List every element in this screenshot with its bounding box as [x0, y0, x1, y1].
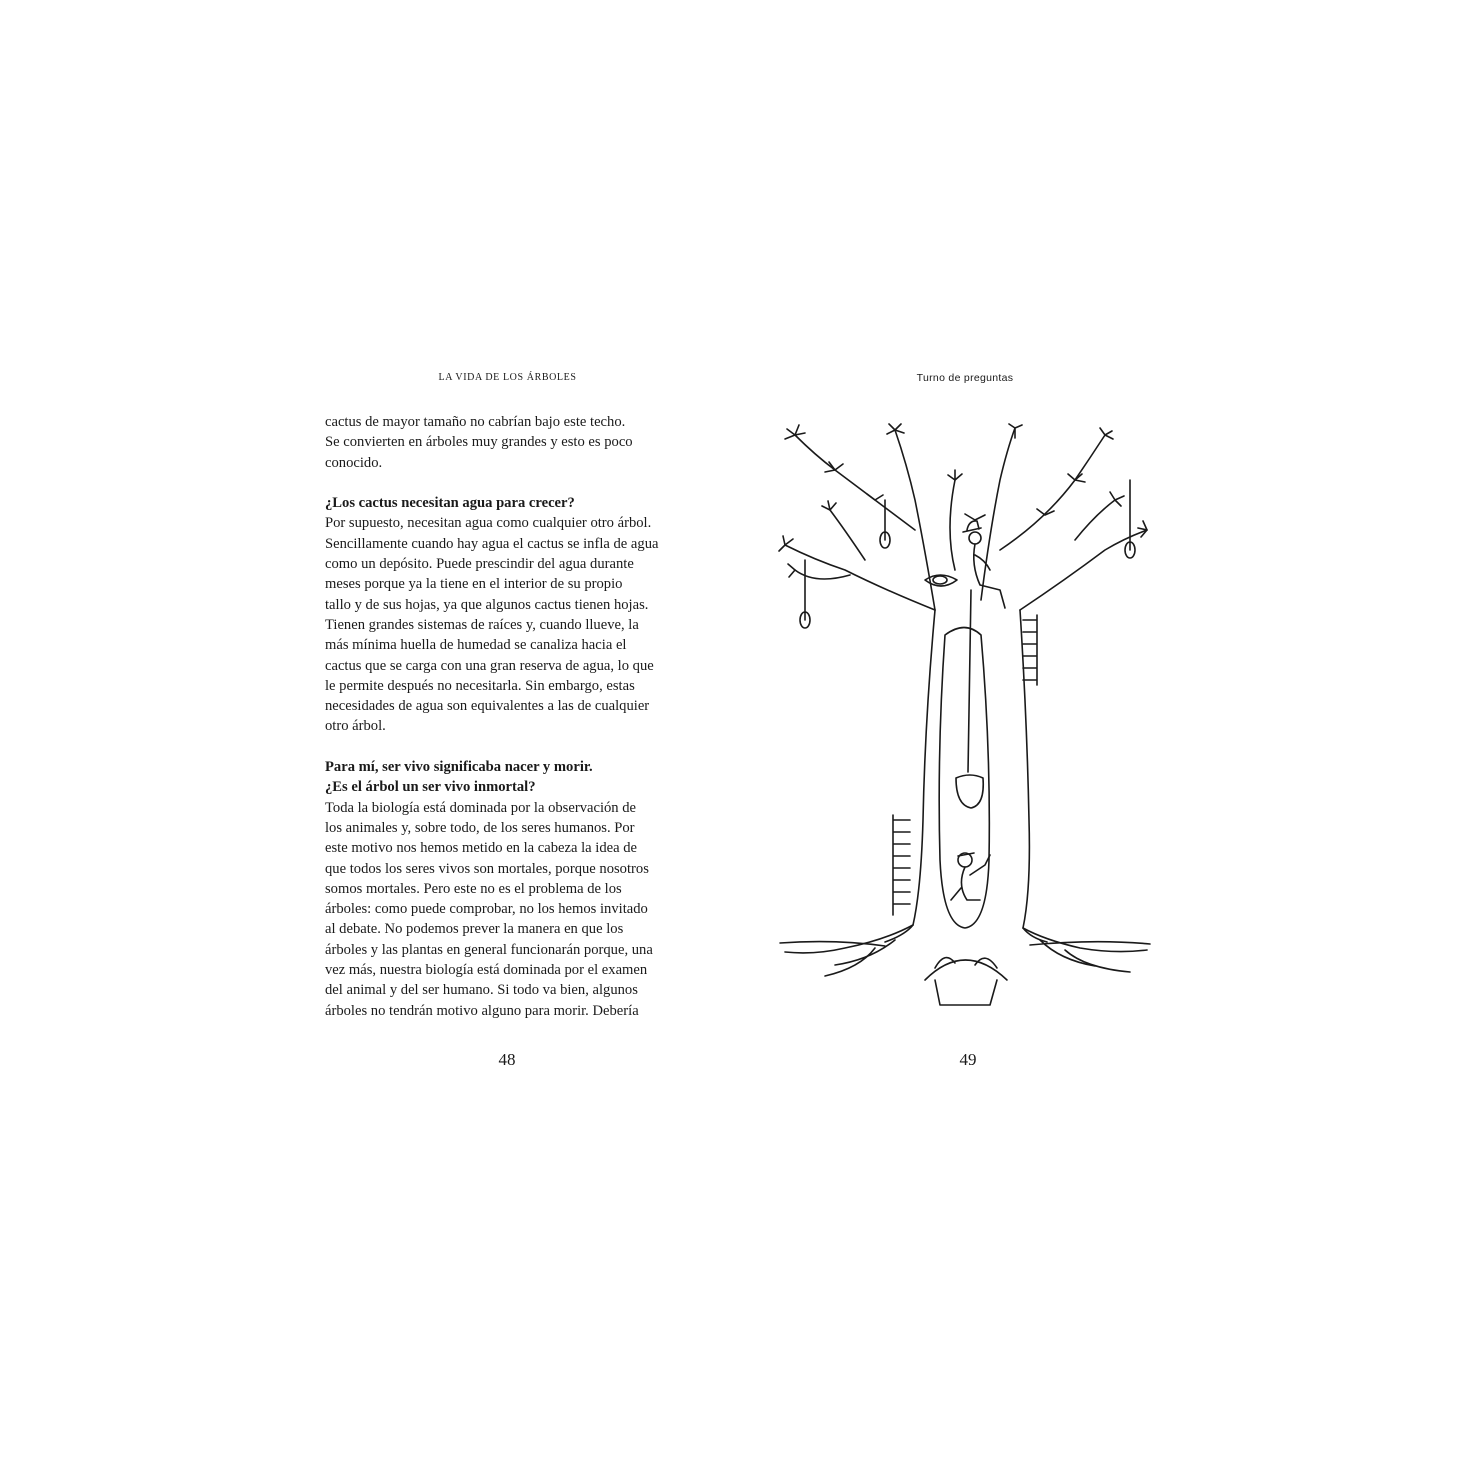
question-line: ¿Es el árbol un ser vivo inmortal? [325, 779, 536, 796]
body-line: otro árbol. [325, 718, 386, 735]
body-line: árboles: como puede comprobar, no los hemos invitado [325, 901, 648, 918]
body-line: este motivo nos hemos metido en la cabeza la idea de [325, 840, 638, 857]
tree-drawing [775, 420, 1155, 1010]
body-line: del animal y del ser humano. Si todo va bien, algunos [325, 982, 638, 999]
body-line: Por supuesto, necesitan agua como cualquier otro árbol. [325, 515, 652, 532]
tree-branches [785, 428, 1147, 610]
paragraph-gap [325, 737, 695, 757]
body-line: Toda la biología está dominada por la observación de [325, 799, 637, 816]
right-ladder [1023, 615, 1037, 685]
body-line: árboles no tendrán motivo alguno para morir. Debería [325, 1002, 639, 1019]
body-line: somos mortales. Pero este no es el problema de los [325, 880, 622, 897]
root-cellar [925, 960, 1007, 1005]
body-line: tallo y de sus hojas, ya que algunos cactus tienen hojas. [325, 596, 649, 613]
rope [968, 590, 971, 772]
body-line: vez más, nuestra biología está dominada por el examen [325, 962, 648, 979]
body-line: Se convierten en árboles muy grandes y esto es poco [325, 434, 633, 451]
left-ladder [893, 815, 910, 915]
ground-line [780, 942, 1150, 946]
body-line: más mínima huella de humedad se canaliza hacia el [325, 637, 627, 654]
body-line: como un depósito. Puede prescindir del agua durante [325, 556, 634, 573]
body-line: al debate. No podemos prever la manera en que los [325, 921, 624, 938]
tree-illustration [775, 420, 1155, 1010]
body-line: conocido. [325, 454, 383, 471]
body-line: Tienen grandes sistemas de raíces y, cuando llueve, la [325, 616, 639, 633]
body-line: cactus de mayor tamaño no cabrían bajo este techo. [325, 414, 626, 430]
tree-foliage [779, 424, 1147, 577]
sitting-figure [963, 521, 1005, 608]
body-line: árboles y las plantas en general funcionarán porque, una [325, 941, 653, 958]
paragraph-gap [325, 473, 695, 493]
body-line: necesidades de agua son equivalentes a las de cualquier [325, 698, 650, 715]
left-page-body-text [325, 412, 695, 1021]
digging-figure [951, 853, 990, 900]
middle-swing [880, 500, 890, 548]
body-line: cactus que se carga con una gran reserva de agua, lo que [325, 657, 654, 674]
tree-roots [785, 925, 1147, 976]
left-swing [800, 560, 810, 628]
question-line: Para mí, ser vivo significaba nacer y morir. [325, 759, 593, 776]
bucket [956, 775, 983, 808]
right-swing [1125, 480, 1135, 558]
body-line: le permite después no necesitarla. Sin embargo, estas [325, 677, 635, 694]
body-line: los animales y, sobre todo, de los seres humanos. Por [325, 819, 635, 836]
body-line: meses porque ya la tiene en el interior de su propio [325, 576, 623, 593]
left-page-number: 48 [498, 1050, 516, 1069]
body-line: que todos los seres vivos son mortales, porque nosotros [325, 860, 649, 877]
body-line: Sencillamente cuando hay agua el cactus se infla de agua [325, 535, 659, 552]
question-line: ¿Los cactus necesitan agua para crecer? [325, 495, 575, 512]
left-running-head: LA VIDA DE LOS ÁRBOLES [438, 372, 577, 383]
right-page-number: 49 [959, 1050, 977, 1069]
right-running-head: Turno de preguntas [916, 372, 1014, 384]
